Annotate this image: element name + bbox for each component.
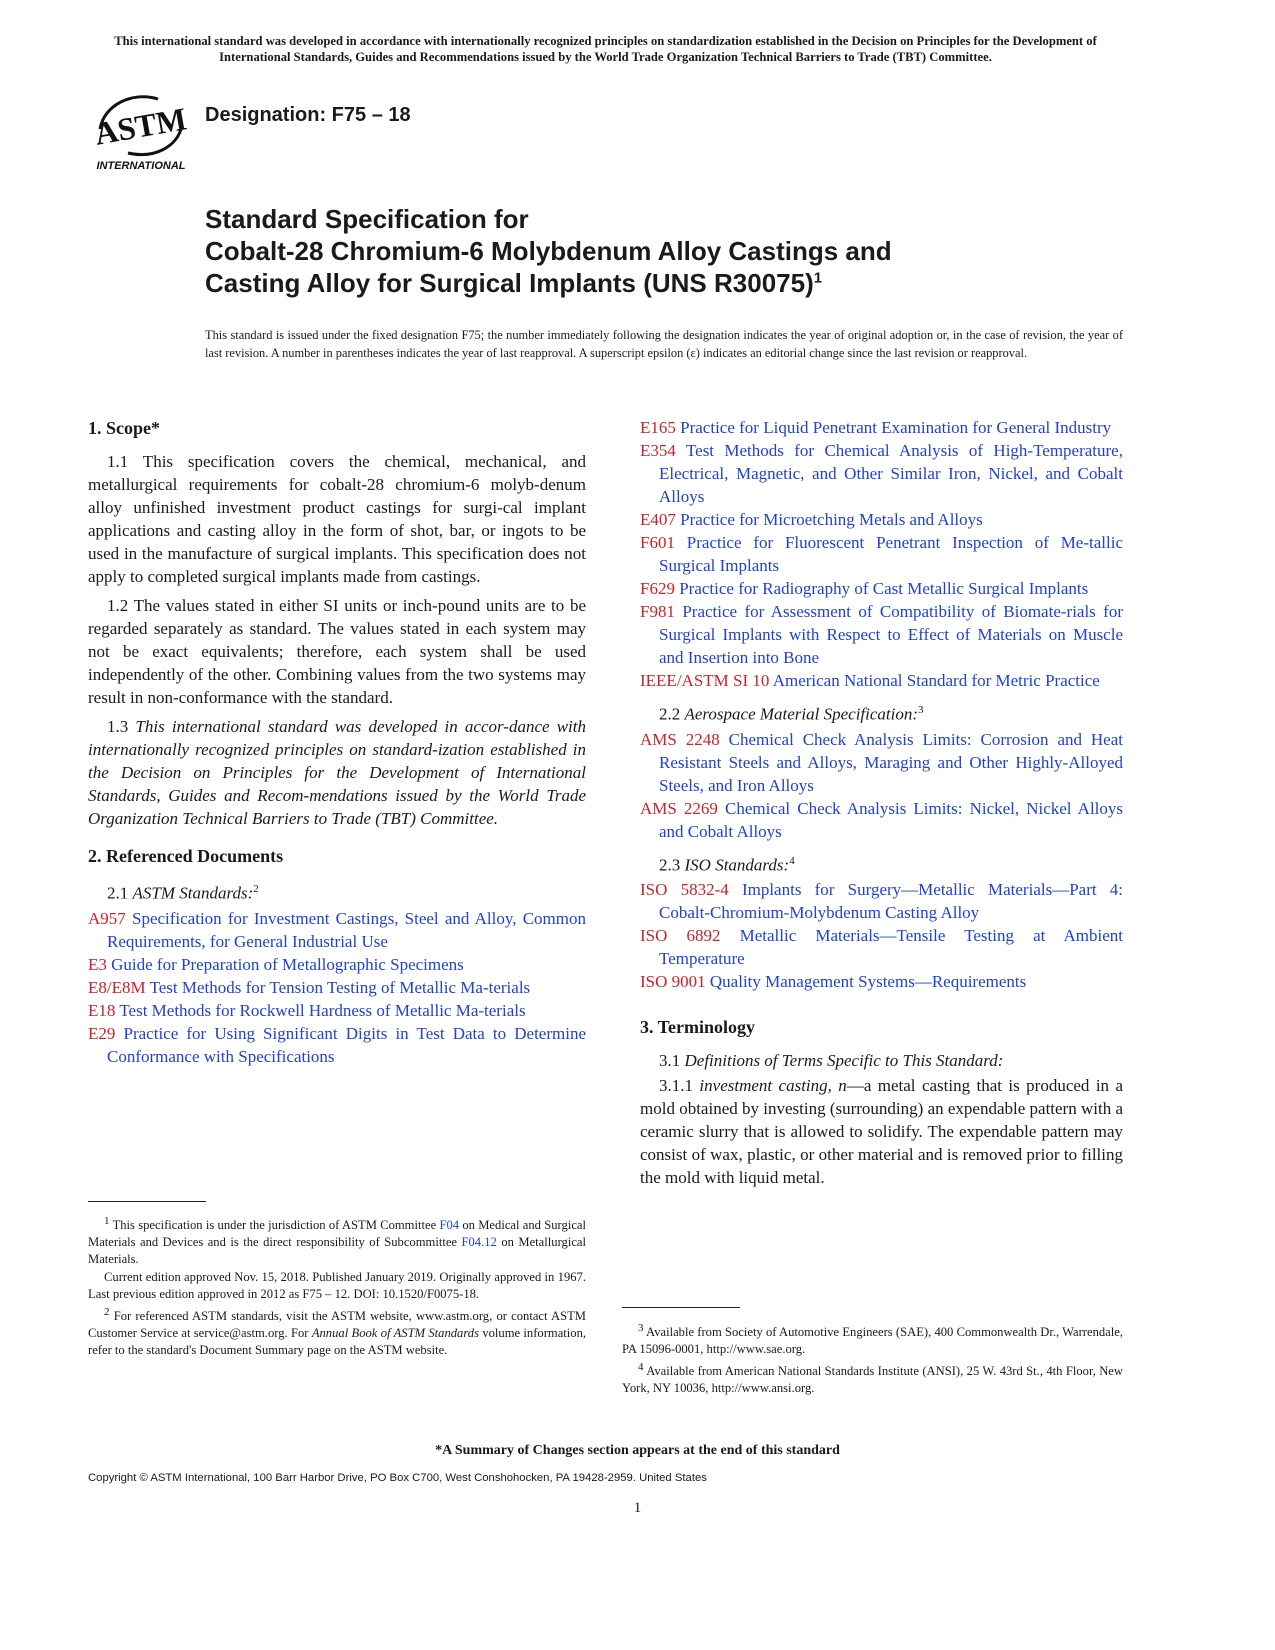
ref-item[interactable]: ISO 9001 Quality Management Systems—Requirements [640,972,1027,992]
left-column [88,416,586,1068]
summary-of-changes-note: *A Summary of Changes section appears at the end of this standard [435,1443,840,1458]
scope-1-1: 1.1 This specification covers the chemical, mechanical, and metallurgical requirements for cobalt-28 chromium-6 molyb-denum alloy unfinished investment product castings for surgi-cal implant applications and casting alloy in the form of shot, bar, or ingots to be used in the manufacture of surgical implants. This specification does not apply to completed surgical implants made from castings. [88,452,586,586]
ref-item[interactable]: E3 Guide for Preparation of Metallographic Specimens [88,954,464,974]
scope-1-3: 1.3 This international standard was developed in accor-dance with internationally recognized principles on standard-ization established in the Decision on Principles for the Development of International Standards, Guides and Recom-mendations issued by the World Trade Organization Technical Barriers to Trade (TBT) Committee. [88,717,586,828]
ref-item[interactable]: E407 Practice for Microetching Metals and Alloys [640,510,983,529]
footnote-1-edition: Current edition approved Nov. 15, 2018. Published January 2019. Originally approved in 1967. Last previous edition approved in 2012 as F75 – 12. DOI: 10.1520/F0075-18. [88,1270,586,1302]
right-column [640,416,1123,1195]
title-line-3: Casting Alloy for Surgical Implants (UNS R30075)$^1$ [205,268,823,298]
committee-link[interactable]: F04 [439,1218,460,1233]
footnote-3: $^3$ Available from Society of Automotive Engineers (SAE), 400 Commonwealth Dr., Warrendale, PA 15096-0001, http://www.sae.org. [622,1322,1123,1357]
copyright: Copyright © ASTM International, 100 Barr Harbor Drive, PO Box C700, West Conshohocken, PA 19428-2959. United States [88,1472,707,1484]
svg-text:ASTM: ASTM [92,100,190,152]
footnote-divider [622,1307,740,1308]
title-footnote-ref[interactable]: 1 [813,269,823,287]
designation: Designation: F75 – 18 [205,104,411,126]
ref-item[interactable]: E18 Test Methods for Rockwell Hardness of Metallic Ma-terials [88,1000,526,1020]
footnote-2: $^2$ For referenced ASTM standards, visit the ASTM website, www.astm.org, or contact ASTM Customer Service at service@astm.org. For Annual Book of ASTM Standards volume information, refer to the standard's Document Summary page on the ASTM website. [88,1306,587,1358]
ref-item[interactable]: F981 Practice for Assessment of Compatibility of Biomate-rials for Surgical Implants with Respect to Effect of Materials on Muscle and Insertion into Bone [640,602,1123,667]
ref-item[interactable]: E165 Practice for Liquid Penetrant Examination for General Industry [640,418,1112,437]
page-number: 1 [633,1500,642,1516]
ref-item[interactable]: AMS 2269 Chemical Check Analysis Limits: Nickel, Nickel Alloys and Cobalt Alloys [640,798,1124,841]
definitions-label: 3.1 Definitions of Terms Specific to This Standard: [659,1051,1004,1071]
ref-item[interactable]: E354 Test Methods for Chemical Analysis of High-Temperature, Electrical, Magnetic, and Other Similar Iron, Nickel, and Cobalt Alloys [640,441,1123,506]
tbt-notice: This international standard was developed in accordance with internationally recognized principles on standardization established in the Decision on Principles for the Development of International Standards, Guides and Recommendations issued by the World Trade Organization Technical Barriers to Trade (TBT) Committee. [114,34,1097,64]
scope-1-2: 1.2 The values stated in either SI units or inch-pound units are to be regarded separately as standard. The values stated in each system may not be exact equivalents; therefore, each system shall be used independently of the other. Combining values from the two systems may result in non-conformance with the standard. [88,596,586,707]
footnotes-left [88,1213,586,1360]
title-line-2: Cobalt-28 Chromium-6 Molybdenum Alloy Castings and [205,236,892,266]
footnote-1: $^1$ This specification is under the jurisdiction of ASTM Committee F04 on Medical and Surgical Materials and Devices and is the direct responsibility of Subcommittee F04.12 on Metallurgical Materials. [88,1215,587,1267]
ref-item[interactable]: ISO 5832-4 Implants for Surgery—Metallic Materials—Part 4: Cobalt-Chromium-Molybdenum Casting Alloy [640,880,1124,923]
footnote-divider [88,1201,206,1202]
footnote-4: $^4$ Available from American National Standards Institute (ANSI), 25 W. 43rd St., 4th Floor, New York, NY 10036, http://www.ansi.org. [622,1361,1123,1396]
svg-text:INTERNATIONAL: INTERNATIONAL [96,160,186,172]
ref-item[interactable]: A957 Specification for Investment Castings, Steel and Alloy, Common Requirements, for General Industrial Use [88,908,586,951]
section-terminology-heading: 3. Terminology [640,1017,756,1038]
ams-standards-label: 2.2 Aerospace Material Specification:$^3$ [659,704,924,724]
definition-investment-casting: 3.1.1 investment casting, n—a metal casting that is produced in a mold obtained by investing (surrounding) an expendable pattern with a ceramic slurry that is allowed to solidify. The expendable pattern may consist of wax, plastic, or other material and is removed prior to filling the mold with liquid metal. [640,1076,1124,1188]
subcommittee-link[interactable]: F04.12 [461,1235,497,1250]
ref-item[interactable]: F629 Practice for Radiography of Cast Metallic Surgical Implants [640,579,1089,598]
standard-designation-note: This standard is issued under the fixed designation F75; the number immediately following the designation indicates the year of original adoption or, in the case of revision, the year of last revision. A number in parentheses indicates the year of last reapproval. A superscript epsilon (ε) indicates an editorial change since the last revision or reapproval. [205,328,1123,360]
astm-standards-label: 2.1 ASTM Standards:$^2$ [107,883,259,903]
section-referenced-heading: 2. Referenced Documents [88,846,284,866]
ref-item[interactable]: E8/E8M Test Methods for Tension Testing of Metallic Ma-terials [88,977,531,997]
title-line-1: Standard Specification for [205,204,529,234]
iso-standards-label: 2.3 ISO Standards:$^4$ [659,854,795,875]
astm-logo-icon [92,83,190,173]
ref-item[interactable]: ISO 6892 Metallic Materials—Tensile Testing at Ambient Temperature [640,926,1124,969]
ref-item[interactable]: E29 Practice for Using Significant Digits in Test Data to Determine Conformance with Specifications [88,1023,586,1066]
ref-item[interactable]: F601 Practice for Fluorescent Penetrant Inspection of Me-tallic Surgical Implants [640,533,1124,575]
section-scope-heading: 1. Scope* [88,418,160,438]
ref-item[interactable]: AMS 2248 Chemical Check Analysis Limits: Corrosion and Heat Resistant Steels and Alloys, Maraging and Other Highly-Alloyed Steels, and Iron Alloys [640,729,1123,795]
ref-item[interactable]: IEEE/ASTM SI 10 American National Standard for Metric Practice [640,671,1100,690]
footnotes-right [622,1320,1123,1398]
document-title [205,203,1105,299]
